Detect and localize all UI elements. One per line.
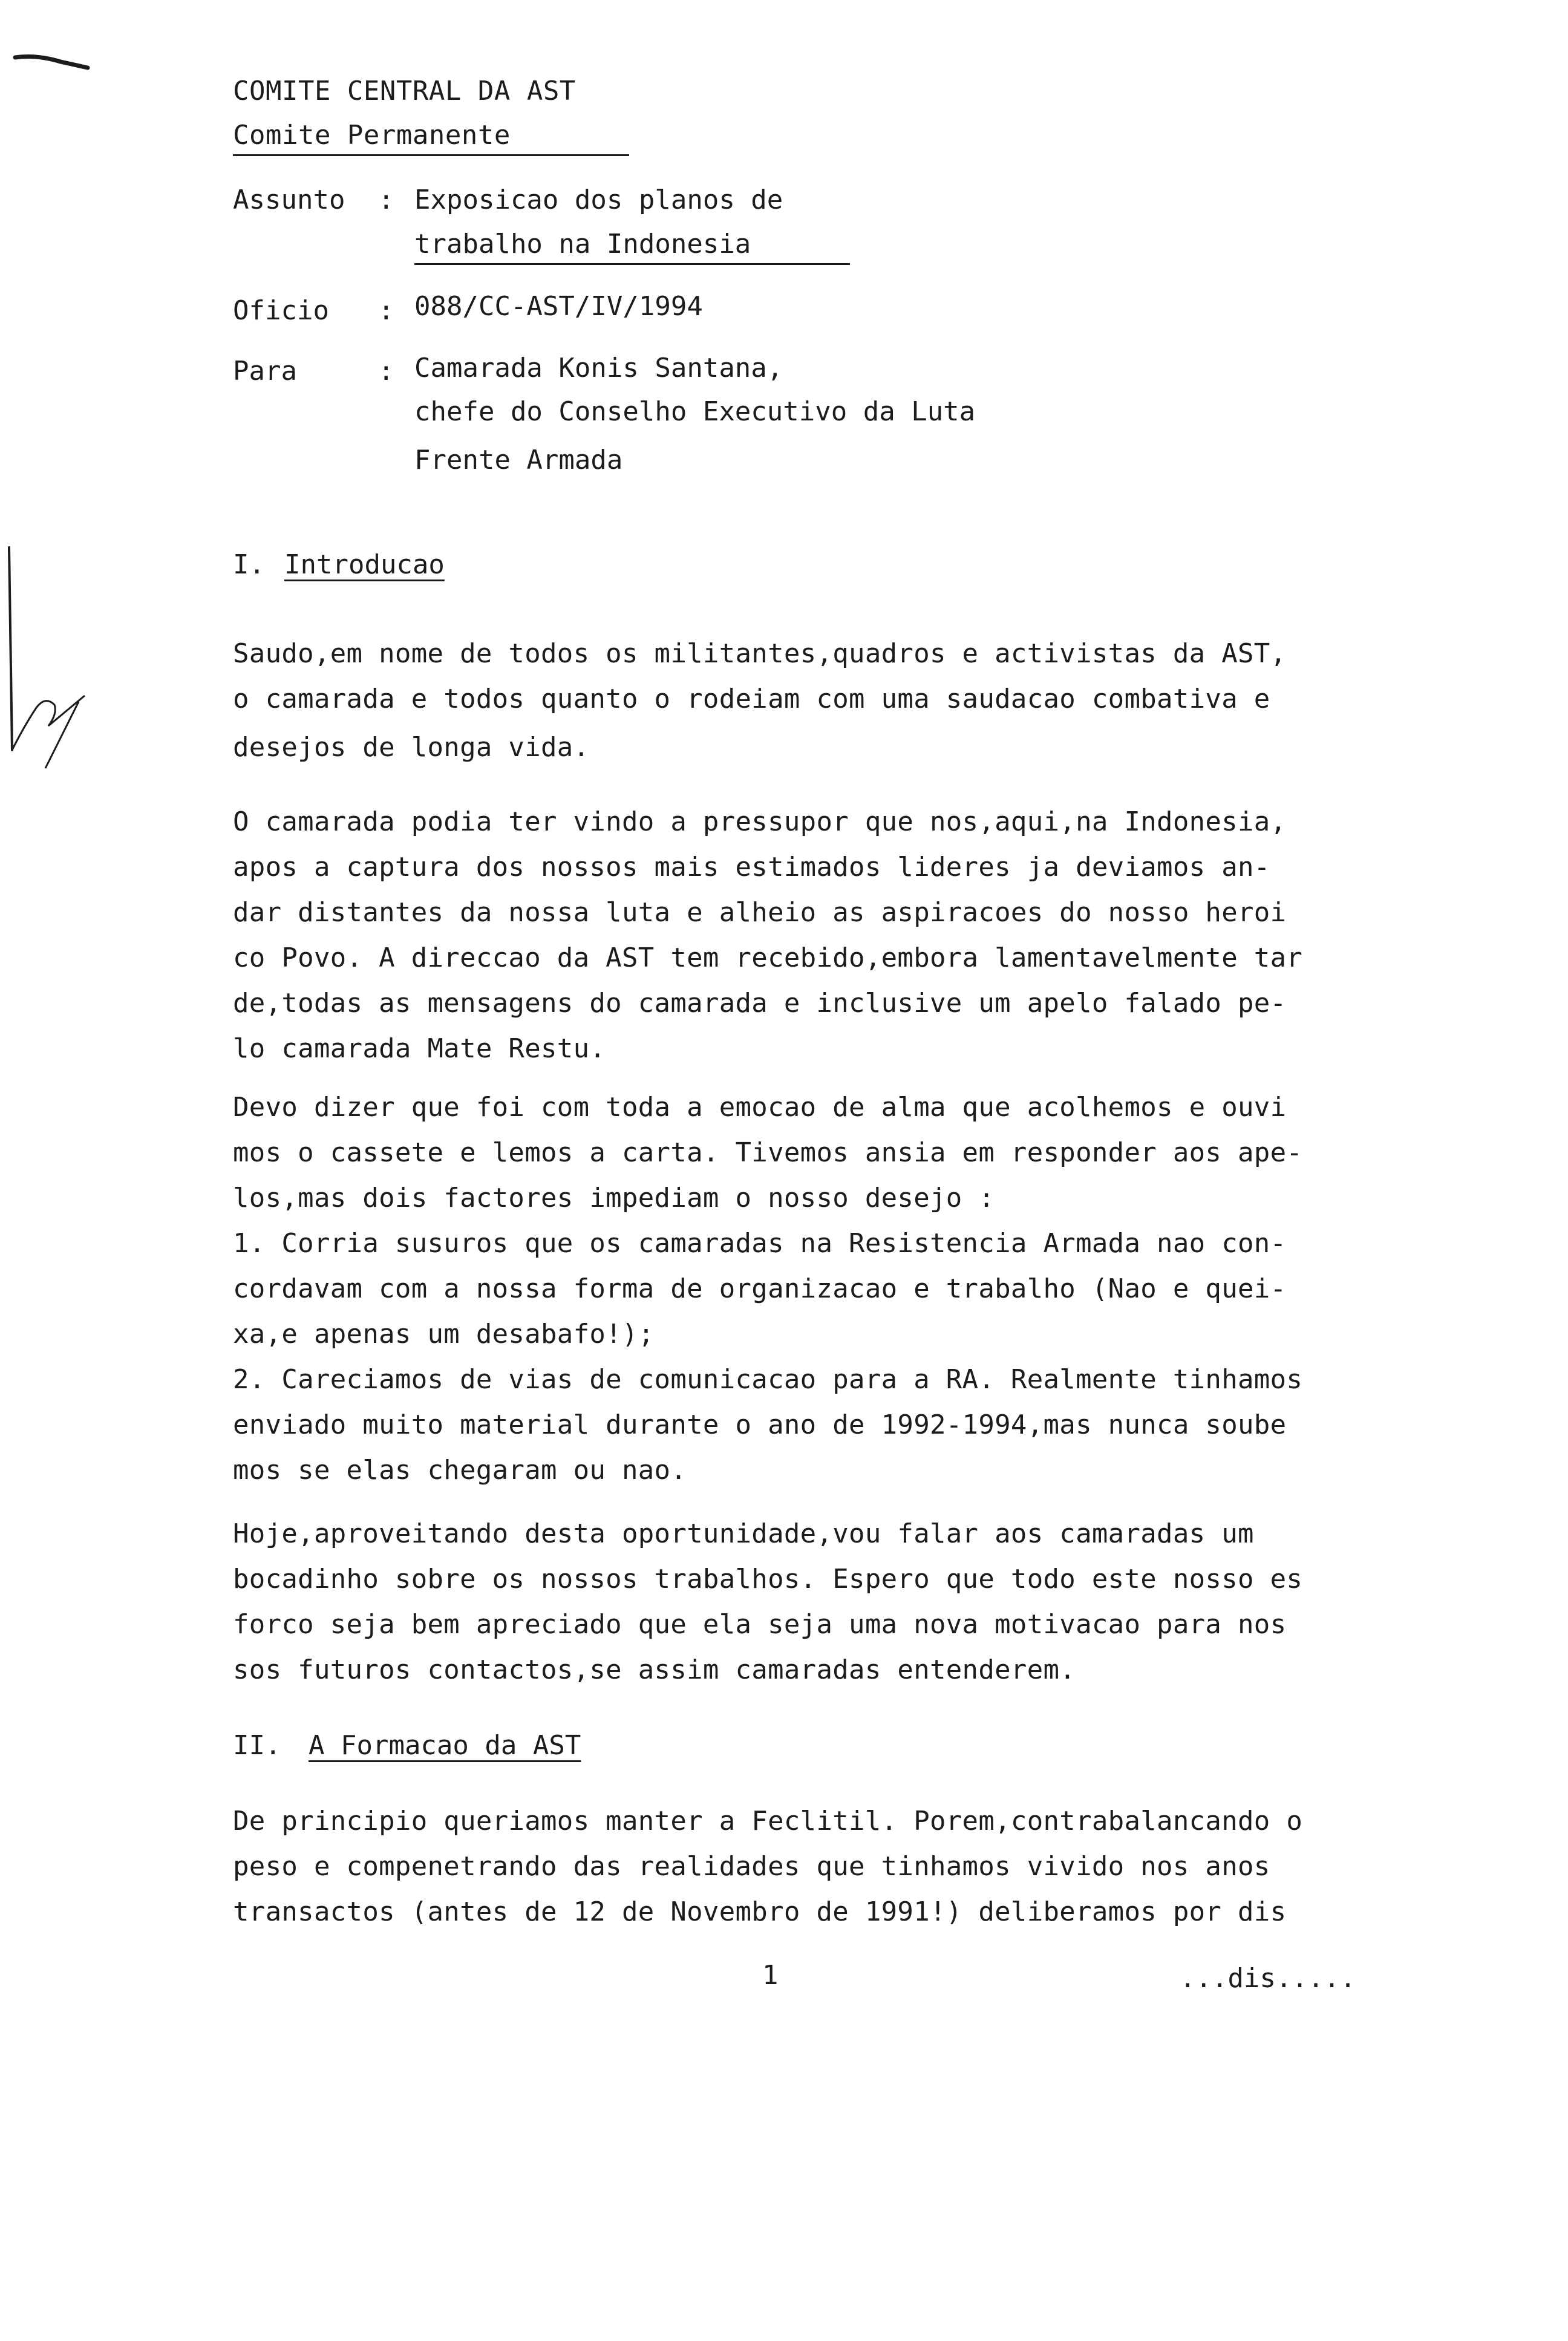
p3-line-8: enviado muito material durante o ano de 1992-1994,mas nunca soube: [233, 1409, 1287, 1440]
p3-line-1: Devo dizer que foi com toda a emocao de alma que acolhemos e ouvi: [233, 1092, 1287, 1123]
p2-line-2: apos a captura dos nossos mais estimados lideres ja deviamos an-: [233, 852, 1270, 883]
continuation-marker: ...dis.....: [1180, 1963, 1356, 1994]
page-number: 1: [762, 1960, 779, 1991]
para-separator: :: [378, 356, 394, 387]
header-rule: [233, 154, 629, 156]
header-committee: Comite Permanente: [233, 120, 511, 151]
p2-line-5: de,todas as mensagens do camarada e inclusive um apelo falado pe-: [233, 988, 1287, 1019]
oficio-label: Oficio: [233, 295, 329, 326]
margin-dash-mark: [12, 48, 97, 79]
oficio-value: 088/CC-AST/IV/1994: [414, 291, 703, 322]
p3-line-5: cordavam com a nossa forma de organizacao e trabalho (Nao e quei-: [233, 1273, 1287, 1304]
para-line1: Camarada Konis Santana,: [414, 353, 783, 384]
assunto-label: Assunto: [233, 184, 345, 215]
p3-line-7: 2. Careciamos de vias de comunicacao para a RA. Realmente tinhamos: [233, 1364, 1303, 1395]
assunto-rule: [414, 263, 850, 265]
p2-line-6: lo camarada Mate Restu.: [233, 1033, 606, 1064]
p3-line-3: los,mas dois factores impediam o nosso desejo :: [233, 1183, 995, 1213]
assunto-separator: :: [378, 184, 394, 215]
section2-heading: A Formacao da AST: [309, 1730, 581, 1761]
p3-line-6: xa,e apenas um desabafo!);: [233, 1319, 655, 1350]
para-label: Para: [233, 356, 297, 387]
section2-number: II.: [233, 1730, 281, 1761]
section1-number: I.: [233, 549, 265, 580]
p4-line-2: bocadinho sobre os nossos trabalhos. Espero que todo este nosso es: [233, 1564, 1303, 1595]
para-line2: chefe do Conselho Executivo da Luta: [414, 396, 976, 427]
p2-line-3: dar distantes da nossa luta e alheio as aspiracoes do nosso heroi: [233, 897, 1287, 928]
para-line3: Frente Armada: [414, 445, 623, 475]
oficio-separator: :: [378, 295, 394, 326]
p1-line-2: o camarada e todos quanto o rodeiam com uma saudacao combativa e: [233, 684, 1270, 714]
margin-handwritten-bracket: [0, 544, 97, 774]
section1-heading: Introducao: [284, 549, 445, 580]
assunto-line2: trabalho na Indonesia: [414, 229, 751, 260]
p3-line-2: mos o cassete e lemos a carta. Tivemos ansia em responder aos ape-: [233, 1137, 1303, 1168]
p1-line-1: Saudo,em nome de todos os militantes,quadros e activistas da AST,: [233, 638, 1287, 669]
p5-line-1: De principio queriamos manter a Feclitil. Porem,contrabalancando o: [233, 1806, 1303, 1837]
p4-line-4: sos futuros contactos,se assim camaradas entenderem.: [233, 1654, 1076, 1685]
header-org: COMITE CENTRAL DA AST: [233, 76, 576, 106]
p4-line-3: forco seja bem apreciado que ela seja uma nova motivacao para nos: [233, 1609, 1287, 1640]
p5-line-2: peso e compenetrando das realidades que tinhamos vivido nos anos: [233, 1851, 1270, 1882]
p1-line-3: desejos de longa vida.: [233, 732, 590, 763]
p3-line-9: mos se elas chegaram ou nao.: [233, 1455, 687, 1486]
p2-line-1: O camarada podia ter vindo a pressupor que nos,aqui,na Indonesia,: [233, 806, 1287, 837]
p3-line-4: 1. Corria susuros que os camaradas na Resistencia Armada nao con-: [233, 1228, 1287, 1259]
p5-line-3: transactos (antes de 12 de Novembro de 1991!) deliberamos por dis: [233, 1896, 1287, 1927]
p4-line-1: Hoje,aproveitando desta oportunidade,vou falar aos camaradas um: [233, 1518, 1254, 1549]
assunto-line1: Exposicao dos planos de: [414, 184, 783, 215]
p2-line-4: co Povo. A direccao da AST tem recebido,embora lamentavelmente tar: [233, 942, 1303, 973]
